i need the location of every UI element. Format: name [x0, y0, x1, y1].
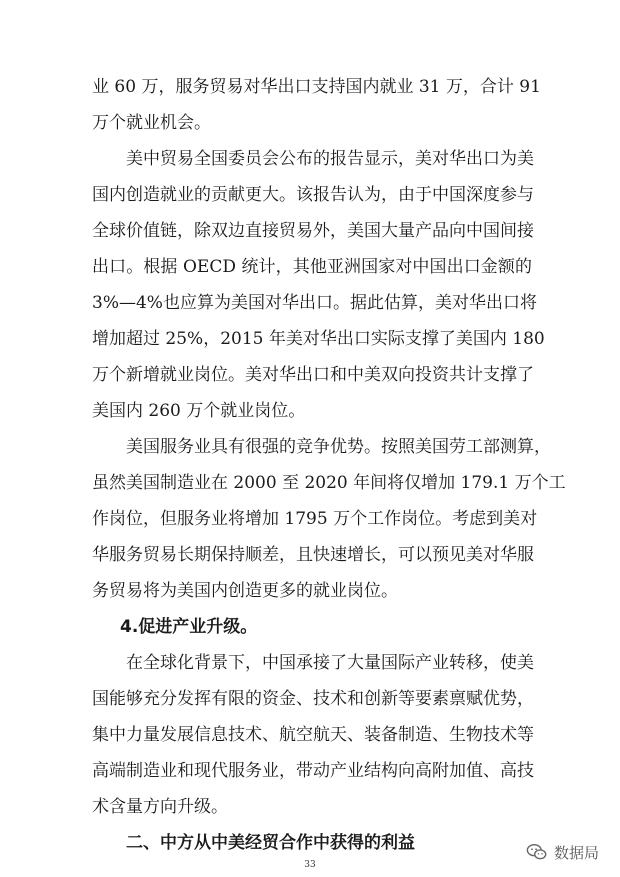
text-line-11: 美国服务业具有很强的竞争优势。按照美国劳工部测算，	[126, 437, 551, 457]
text-line-8: 增加超过 25%，2015 年美对华出口实际支撑了美国内 180	[92, 329, 545, 349]
text-line-6: 出口。根据 OECD 统计，其他亚洲国家对中国出口金额的	[92, 257, 532, 277]
text-line-18: 国能够充分发挥有限的资金、技术和创新等要素禀赋优势，	[92, 689, 534, 709]
text-line-14: 华服务贸易长期保持顺差，且快速增长，可以预见美对华服	[92, 545, 534, 565]
text-line-13: 作岗位，但服务业将增加 1795 万个工作岗位。考虑到美对	[92, 509, 538, 529]
text-line-2: 万个就业机会。	[92, 113, 211, 133]
text-line-7: 3%—4%也应算为美国对华出口。据此估算，美对华出口将	[92, 293, 537, 313]
watermark-text: 数据局	[554, 843, 600, 862]
chapter-heading-2: 二、中方从中美经贸合作中获得的利益	[126, 833, 415, 853]
text-line-20: 高端制造业和现代服务业，带动产业结构向高附加值、高技	[92, 761, 534, 781]
text-line-21: 术含量方向升级。	[92, 797, 228, 817]
text-line-9: 万个新增就业岗位。美对华出口和中美双向投资共计支撑了	[92, 365, 534, 385]
text-line-10: 美国内 260 万个就业岗位。	[92, 401, 306, 421]
text-line-17: 在全球化背景下，中国承接了大量国际产业转移，使美	[126, 653, 534, 673]
section-heading-4: 4.促进产业升级。	[120, 617, 258, 637]
text-line-19: 集中力量发展信息技术、航空航天、装备制造、生物技术等	[92, 725, 534, 745]
text-line-5: 全球价值链，除双边直接贸易外，美国大量产品向中国间接	[92, 221, 534, 241]
text-line-4: 国内创造就业的贡献更大。该报告认为，由于中国深度参与	[92, 185, 534, 205]
text-line-12: 虽然美国制造业在 2000 至 2020 年间将仅增加 179.1 万个工	[92, 473, 566, 493]
text-line-3: 美中贸易全国委员会公布的报告显示，美对华出口为美	[126, 149, 534, 169]
text-line-15: 务贸易将为美国内创造更多的就业岗位。	[92, 581, 398, 601]
page-number: 33	[304, 860, 316, 870]
text-line-1: 业 60 万，服务贸易对华出口支持国内就业 31 万，合计 91	[92, 77, 541, 97]
